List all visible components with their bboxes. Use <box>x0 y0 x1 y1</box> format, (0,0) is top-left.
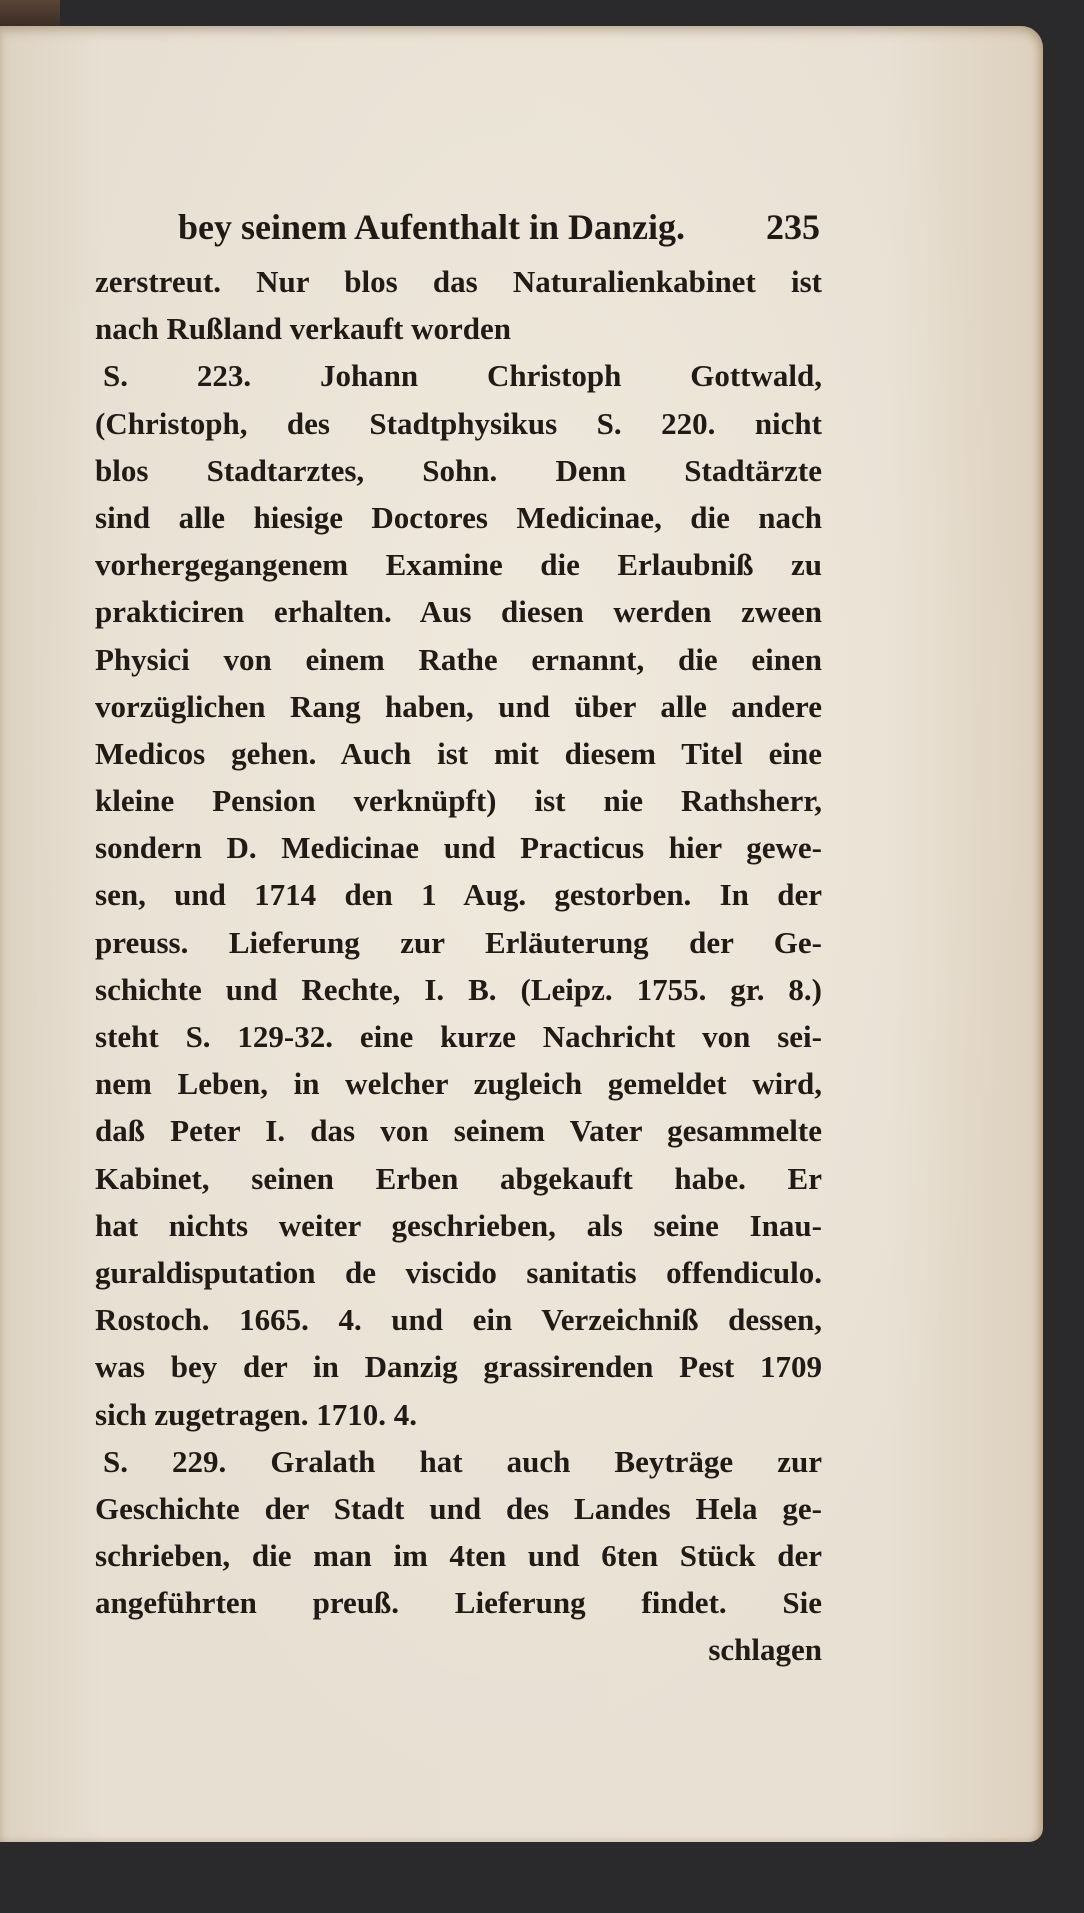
text-line: S. 229. Gralath hat auch Beyträge zur <box>103 1443 822 1479</box>
text-line: steht S. 129-32. eine kurze Nachricht von sei- <box>95 1019 822 1054</box>
text-line: Medicos gehen. Auch ist mit diesem Titel eine <box>95 735 822 771</box>
text-line: vorhergegangenem Examine die Erlaubniß zu <box>95 547 822 583</box>
book-page <box>0 26 1043 1842</box>
text-line: nach Rußland verkauft worden <box>95 311 511 347</box>
text-line: Physici von einem Rathe ernannt, die einen <box>95 641 822 677</box>
text-line: sen, und 1714 den 1 Aug. gestorben. In der <box>95 877 822 913</box>
text-line: preuss. Lieferung zur Erläuterung der Ge- <box>95 924 822 960</box>
text-line: kleine Pension verknüpft) ist nie Rathsherr, <box>95 783 822 819</box>
text-line: Geschichte der Stadt und des Landes Hela ge- <box>95 1490 822 1526</box>
text-line: hat nichts weiter geschrieben, als seine Inau- <box>95 1207 822 1243</box>
text-line: sich zugetragen. 1710. 4. <box>95 1396 418 1432</box>
text-line: nem Leben, in welcher zugleich gemeldet wird, <box>95 1066 822 1102</box>
page-number: 235 <box>766 207 820 247</box>
text-line: sondern D. Medicinae und Practicus hier gewe- <box>95 830 822 866</box>
text-line: Kabinet, seinen Erben abgekauft habe. Er <box>95 1160 822 1196</box>
text-line: angeführten preuß. Lieferung findet. Sie <box>95 1585 822 1621</box>
book-spine-edge <box>0 0 60 26</box>
text-line: was bey der in Danzig grassirenden Pest 1709 <box>95 1349 822 1385</box>
text-line: Rostoch. 1665. 4. und ein Verzeichniß dessen, <box>95 1302 822 1338</box>
text-line: S. 223. Johann Christoph Gottwald, <box>103 358 822 394</box>
text-line: blos Stadtarztes, Sohn. Denn Stadtärzte <box>95 452 822 488</box>
text-line: schichte und Rechte, I. B. (Leipz. 1755. gr. 8.) <box>95 971 822 1007</box>
text-line: sind alle hiesige Doctores Medicinae, die nach <box>95 499 822 535</box>
text-line: daß Peter I. das von seinem Vater gesammelte <box>95 1113 822 1149</box>
text-line: zerstreut. Nur blos das Naturalienkabinet ist <box>95 264 822 299</box>
text-line: schrieben, die man im 4ten und 6ten Stück der <box>95 1538 822 1574</box>
text-line: guraldisputation de viscido sanitatis offendiculo. <box>95 1254 822 1290</box>
text-line: (Christoph, des Stadtphysikus S. 220. nicht <box>95 405 822 441</box>
page-header <box>178 206 820 248</box>
running-title: bey seinem Aufenthalt in Danzig. <box>178 207 686 247</box>
catchword: schlagen <box>708 1632 822 1668</box>
body-text <box>95 258 822 1674</box>
text-line: prakticiren erhalten. Aus diesen werden zween <box>95 594 822 630</box>
text-line: vorzüglichen Rang haben, und über alle andere <box>95 688 822 724</box>
